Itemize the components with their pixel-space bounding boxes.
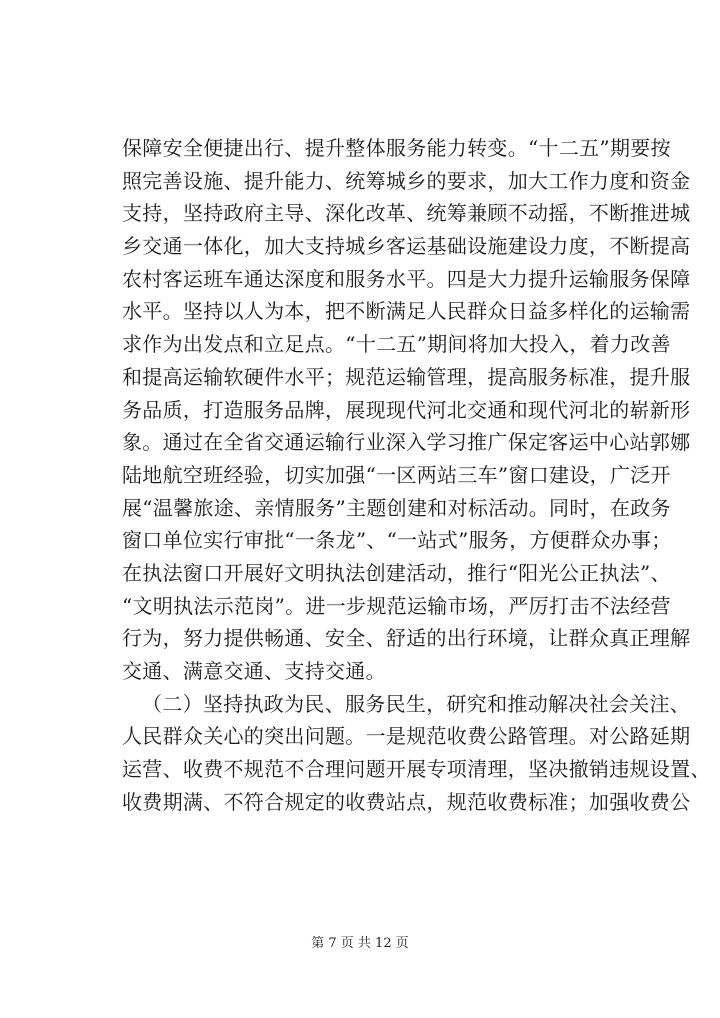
text-line: 象。通过在全省交通运输行业深入学习推广保定客运中心站郭娜 <box>122 430 691 455</box>
text-line: 照完善设施、提升能力、统筹城乡的要求，加大工作力度和资金 <box>122 168 691 193</box>
text-line: 和提高运输软硬件水平；规范运输管理，提高服务标准，提升服 <box>122 364 691 389</box>
text-line: “文明执法示范岗”。进一步规范运输市场，严厉打击不法经营 <box>122 593 671 618</box>
text-line: 运营、收费不规范不合理问题开展专项清理，坚决撤销违规设置、 <box>122 757 711 782</box>
text-line: 乡交通一体化，加大支持城乡客运基础设施建设力度，不断提高 <box>122 234 691 259</box>
text-line: 农村客运班车通达深度和服务水平。四是大力提升运输服务保障 <box>122 266 691 291</box>
text-line: 人民群众关心的突出问题。一是规范收费公路管理。对公路延期 <box>122 724 691 749</box>
text-line: 水平。坚持以人为本，把不断满足人民群众日益多样化的运输需 <box>122 299 691 324</box>
text-line: 保障安全便捷出行、提升整体服务能力转变。“十二五”期要按 <box>122 136 671 160</box>
text-line: 窗口单位实行审批“一条龙”、“一站式”服务，方便群众办事； <box>122 528 672 553</box>
text-line: 在执法窗口开展好文明执法创建活动，推行“阳光公正执法”、 <box>122 560 671 585</box>
text-line: 收费期满、不符合规定的收费站点，规范收费标准；加强收费公 <box>122 789 691 814</box>
text-line-section-heading: （二）坚持执政为民、服务民生，研究和推动解决社会关注、 <box>142 691 691 716</box>
text-line: 务品质，打造服务品牌，展现现代河北交通和现代河北的崭新形 <box>122 397 691 422</box>
text-line: 陆地航空班经验，切实加强“一区两站三车”窗口建设，广泛开 <box>122 462 671 487</box>
page-number-footer: 第 7 页 共 12 页 <box>311 936 409 951</box>
text-line: 交通、满意交通、支持交通。 <box>122 659 386 683</box>
text-line: 行为，努力提供畅通、安全、舒适的出行环境，让群众真正理解 <box>122 626 691 651</box>
document-body <box>122 132 711 818</box>
text-line: 求作为出发点和立足点。“十二五”期间将加大投入，着力改善 <box>122 332 671 357</box>
text-line: 展“温馨旅途、亲情服务”主题创建和对标活动。同时，在政务 <box>122 495 671 520</box>
text-line: 支持，坚持政府主导、深化改革、统筹兼顾不动摇，不断推进城 <box>122 201 691 226</box>
